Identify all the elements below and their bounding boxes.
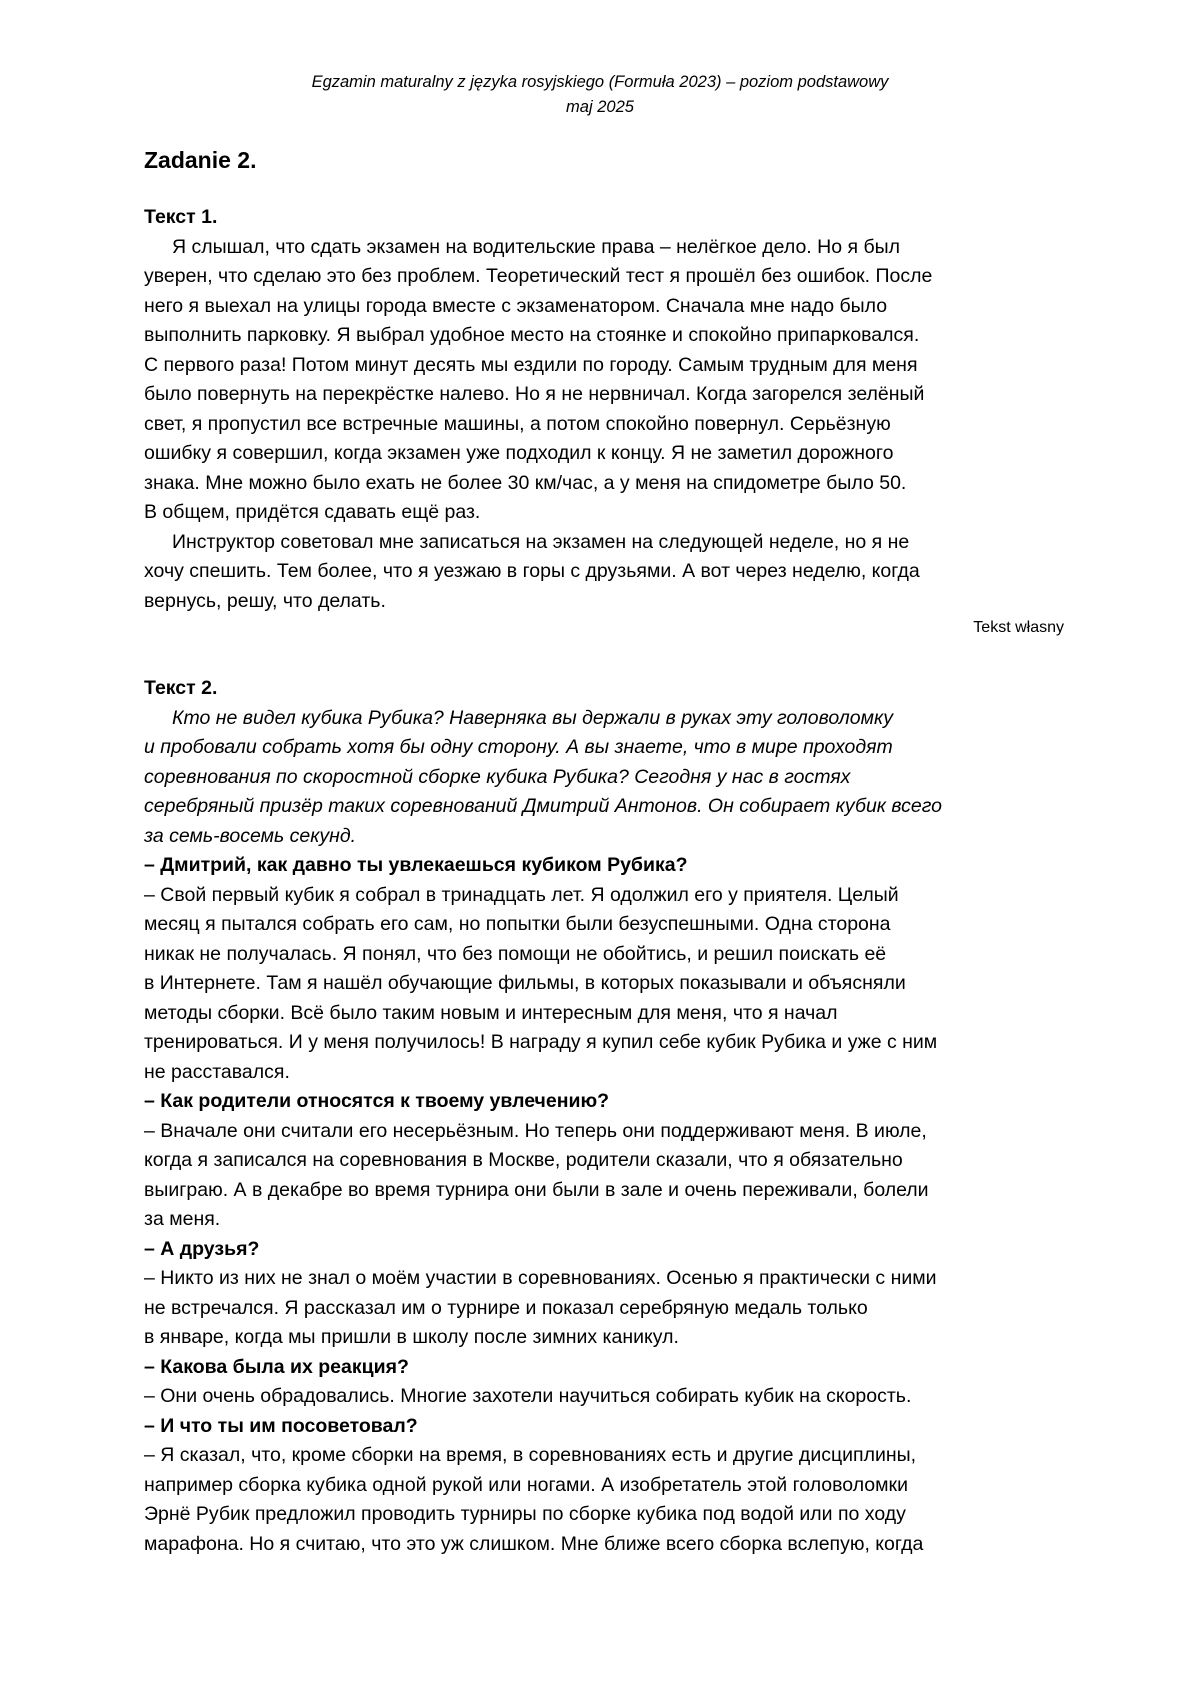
interview-answer-line: никак не получалась. Я понял, что без помощи не обойтись, и решил поискать её <box>144 942 887 965</box>
text1-line: хочу спешить. Тем более, что я уезжаю в горы с друзьями. А вот через неделю, когда <box>144 560 920 582</box>
interview-answer-line: – Свой первый кубик я собрал в тринадцать лет. Я одолжил его у приятеля. Целый <box>144 883 899 906</box>
text2-title: Текст 2. <box>144 677 218 699</box>
text1-line: него я выехал на улицы города вместе с экзаменатором. Сначала мне надо было <box>144 294 888 317</box>
interview-answer-line: – Они очень обрадовались. Многие захотели научиться собирать кубик на скорость. <box>144 1385 912 1407</box>
interview-answer-line: например сборка кубика одной рукой или ногами. А изобретатель этой головоломки <box>144 1473 908 1496</box>
interview-answer-line: не расставался. <box>144 1060 290 1083</box>
text1-line: выполнить парковку. Я выбрал удобное место на стоянке и спокойно припарковался. <box>144 324 920 346</box>
header-date: maj 2025 <box>566 98 634 116</box>
text2-intro-line: и пробовали собрать хотя бы одну сторону. А вы знаете, что в мире проходят <box>144 736 893 758</box>
text2-section <box>144 674 1064 1559</box>
interview-question: – Дмитрий, как давно ты увлекаешься кубиком Рубика? <box>144 854 688 876</box>
text2-intro-line: Кто не видел кубика Рубика? Наверняка вы держали в руках эту головоломку <box>172 706 893 729</box>
text2-intro-line: за семь-восемь секунд. <box>144 824 357 847</box>
text2-intro-line: серебряный призёр таких соревнований Дмитрий Антонов. Он собирает кубик всего <box>144 795 943 817</box>
text1-section <box>144 203 1064 640</box>
interview-answer-line: когда я записался на соревнования в Москве, родители сказали, что я обязательно <box>144 1149 903 1171</box>
interview-answer-line: – Никто из них не знал о моём участии в соревнованиях. Осенью я практически с ними <box>144 1267 937 1289</box>
text1-line: ошибку я совершил, когда экзамен уже подходил к концу. Я не заметил дорожного <box>144 442 894 464</box>
interview-answer-line: марафона. Но я считаю, что это уж слишком. Мне ближе всего сборка вслепую, когда <box>144 1532 924 1555</box>
interview-answer-line: не встречался. Я рассказал им о турнире и показал серебряную медаль только <box>144 1296 868 1319</box>
page-header <box>0 70 1200 120</box>
text1-line: С первого раза! Потом минут десять мы ездили по городу. Самым трудным для меня <box>144 353 918 376</box>
interview-question: – И что ты им посоветовал? <box>144 1414 418 1437</box>
header-exam-title: Egzamin maturalny z języka rosyjskiego (Formuła 2023) – poziom podstawowy <box>311 73 889 91</box>
text1-line: Я слышал, что сдать экзамен на водительские права – нелёгкое дело. Но я был <box>172 235 901 258</box>
interview-answer-line: – Я сказал, что, кроме сборки на время, в соревнованиях есть и другие дисциплины, <box>144 1444 917 1466</box>
text1-line: было повернуть на перекрёстке налево. Но я не нервничал. Когда загорелся зелёный <box>144 383 925 405</box>
text1-line: вернусь, решу, что делать. <box>144 589 386 612</box>
text1-line: уверен, что сделаю это без проблем. Теоретический тест я прошёл без ошибок. После <box>144 265 933 287</box>
text2-intro-line: соревнования по скоростной сборке кубика Рубика? Сегодня у нас в гостях <box>144 765 851 788</box>
text1-source: Tekst własny <box>973 619 1064 636</box>
interview-answer-line: Эрнё Рубик предложил проводить турниры по сборке кубика под водой или по ходу <box>144 1503 906 1525</box>
interview-answer-line: выиграю. А в декабре во время турнира они были в зале и очень переживали, болели <box>144 1178 929 1201</box>
text1-line: свет, я пропустил все встречные машины, а потом спокойно повернул. Серьёзную <box>144 412 891 435</box>
page-content <box>144 145 1064 1559</box>
text1-line: Инструктор советовал мне записаться на экзамен на следующей неделе, но я не <box>172 530 910 553</box>
interview-answer-line: месяц я пытался собрать его сам, но попытки были безуспешными. Одна сторона <box>144 913 891 935</box>
interview-question: – А друзья? <box>144 1237 260 1260</box>
interview-answer-line: в январе, когда мы пришли в школу после зимних каникул. <box>144 1326 679 1348</box>
text1-title: Текст 1. <box>144 206 218 228</box>
text1-line: знака. Мне можно было ехать не более 30 км/час, а у меня на спидометре было 50. <box>144 471 907 494</box>
interview-answer-line: тренироваться. И у меня получилось! В награду я купил себе кубик Рубика и уже с ним <box>144 1031 938 1053</box>
interview-answer-line: – Вначале они считали его несерьёзным. Но теперь они поддерживают меня. В июле, <box>144 1119 927 1142</box>
interview-answer-line: методы сборки. Всё было таким новым и интересным для меня, что я начал <box>144 1001 838 1024</box>
task-title: Zadanie 2. <box>144 147 257 173</box>
text1-line: В общем, придётся сдавать ещё раз. <box>144 501 481 523</box>
interview-answer-line: в Интернете. Там я нашёл обучающие фильмы, в которых показывали и объясняли <box>144 972 906 994</box>
interview-question: – Какова была их реакция? <box>144 1355 409 1378</box>
interview-answer-line: за меня. <box>144 1208 221 1230</box>
interview-question: – Как родители относятся к твоему увлечению? <box>144 1090 610 1112</box>
